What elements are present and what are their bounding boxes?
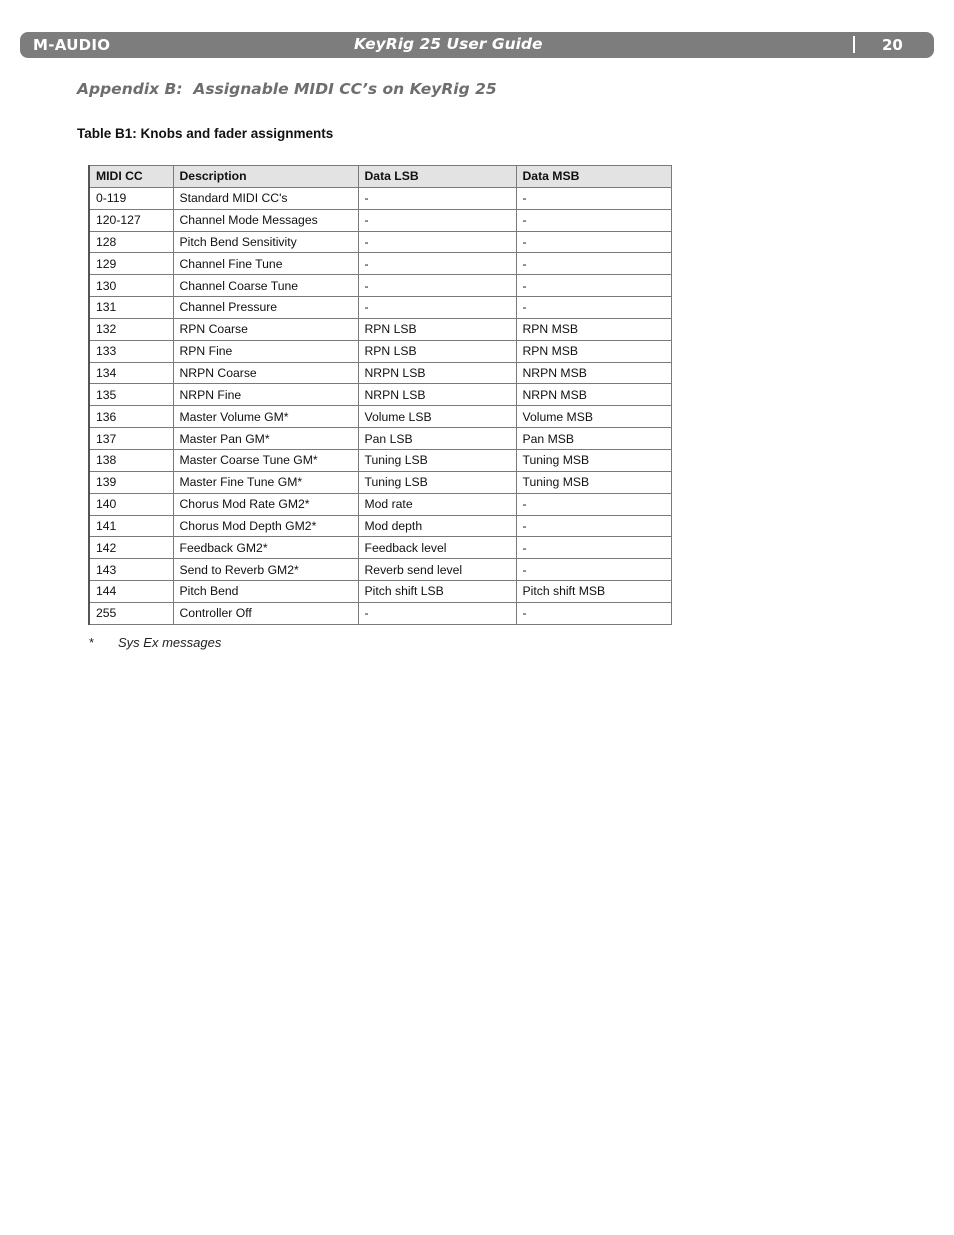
cell-description: NRPN Fine <box>173 384 358 406</box>
cell-data-msb: Pitch shift MSB <box>516 581 671 603</box>
cell-data-msb: - <box>516 275 671 297</box>
cell-data-msb: Volume MSB <box>516 406 671 428</box>
cell-midi-cc: 130 <box>89 275 173 297</box>
cell-description: Chorus Mod Rate GM2* <box>173 493 358 515</box>
cell-description: Chorus Mod Depth GM2* <box>173 515 358 537</box>
table-row <box>89 384 671 406</box>
cell-description: RPN Fine <box>173 340 358 362</box>
cell-data-lsb: RPN LSB <box>358 318 516 340</box>
cell-description: Master Pan GM* <box>173 428 358 450</box>
cell-data-msb: RPN MSB <box>516 318 671 340</box>
cell-midi-cc: 136 <box>89 406 173 428</box>
cell-data-lsb: - <box>358 209 516 231</box>
cell-data-lsb: - <box>358 602 516 624</box>
cell-midi-cc: 133 <box>89 340 173 362</box>
cell-data-msb: - <box>516 209 671 231</box>
column-header-midi-cc: MIDI CC <box>89 166 173 188</box>
cell-data-lsb: NRPN LSB <box>358 384 516 406</box>
table-row <box>89 602 671 624</box>
cell-data-lsb: Volume LSB <box>358 406 516 428</box>
cell-midi-cc: 137 <box>89 428 173 450</box>
cell-midi-cc: 135 <box>89 384 173 406</box>
cell-data-msb: - <box>516 253 671 275</box>
table-row <box>89 318 671 340</box>
cell-data-msb: - <box>516 297 671 319</box>
cell-midi-cc: 138 <box>89 449 173 471</box>
table-row <box>89 275 671 297</box>
table-row <box>89 340 671 362</box>
cell-description: Channel Fine Tune <box>173 253 358 275</box>
cell-midi-cc: 143 <box>89 559 173 581</box>
cell-data-msb: Tuning MSB <box>516 471 671 493</box>
cell-description: Channel Mode Messages <box>173 209 358 231</box>
cell-data-msb: Tuning MSB <box>516 449 671 471</box>
cell-data-lsb: Feedback level <box>358 537 516 559</box>
cell-description: Master Fine Tune GM* <box>173 471 358 493</box>
section-title: Appendix B: Assignable MIDI CC’s on KeyRig 25 <box>77 80 497 98</box>
cell-data-msb: - <box>516 602 671 624</box>
cell-data-lsb: RPN LSB <box>358 340 516 362</box>
cell-data-lsb: - <box>358 231 516 253</box>
page-header-bar <box>20 32 934 58</box>
cell-midi-cc: 255 <box>89 602 173 624</box>
cell-description: Channel Coarse Tune <box>173 275 358 297</box>
table-row <box>89 537 671 559</box>
cell-midi-cc: 0-119 <box>89 187 173 209</box>
table-row <box>89 297 671 319</box>
cell-midi-cc: 144 <box>89 581 173 603</box>
header-divider <box>853 36 855 53</box>
cell-description: Pitch Bend Sensitivity <box>173 231 358 253</box>
table-body <box>89 187 671 624</box>
table-row <box>89 253 671 275</box>
cell-description: RPN Coarse <box>173 318 358 340</box>
cell-midi-cc: 128 <box>89 231 173 253</box>
cell-data-msb: - <box>516 493 671 515</box>
cell-data-lsb: Tuning LSB <box>358 471 516 493</box>
cell-data-msb: - <box>516 537 671 559</box>
table-row <box>89 187 671 209</box>
table-row <box>89 428 671 450</box>
cell-data-lsb: Pitch shift LSB <box>358 581 516 603</box>
cell-description: Send to Reverb GM2* <box>173 559 358 581</box>
table-caption: Table B1: Knobs and fader assignments <box>77 126 334 141</box>
cell-data-msb: Pan MSB <box>516 428 671 450</box>
cell-description: Feedback GM2* <box>173 537 358 559</box>
cell-midi-cc: 132 <box>89 318 173 340</box>
cell-description: Controller Off <box>173 602 358 624</box>
cell-description: NRPN Coarse <box>173 362 358 384</box>
table-row <box>89 493 671 515</box>
table-header-row <box>89 166 671 188</box>
cell-data-msb: RPN MSB <box>516 340 671 362</box>
cell-midi-cc: 140 <box>89 493 173 515</box>
cell-midi-cc: 129 <box>89 253 173 275</box>
cell-data-msb: - <box>516 187 671 209</box>
table-row <box>89 581 671 603</box>
table-row <box>89 449 671 471</box>
table-row <box>89 209 671 231</box>
cell-description: Pitch Bend <box>173 581 358 603</box>
cell-midi-cc: 139 <box>89 471 173 493</box>
cell-midi-cc: 120-127 <box>89 209 173 231</box>
table-row <box>89 362 671 384</box>
cell-midi-cc: 142 <box>89 537 173 559</box>
column-header-description: Description <box>173 166 358 188</box>
table-row <box>89 406 671 428</box>
column-header-data-lsb: Data LSB <box>358 166 516 188</box>
cell-description: Master Volume GM* <box>173 406 358 428</box>
cell-midi-cc: 131 <box>89 297 173 319</box>
cell-data-msb: - <box>516 231 671 253</box>
brand-logo-text: M-AUDIO <box>33 36 111 54</box>
cell-data-lsb: Mod rate <box>358 493 516 515</box>
guide-title: KeyRig 25 User Guide <box>354 35 543 53</box>
cell-data-lsb: - <box>358 253 516 275</box>
cell-midi-cc: 141 <box>89 515 173 537</box>
footnote-mark: * <box>89 635 95 650</box>
cell-data-lsb: Pan LSB <box>358 428 516 450</box>
cell-data-lsb: - <box>358 297 516 319</box>
cell-data-msb: - <box>516 515 671 537</box>
cell-data-lsb: - <box>358 187 516 209</box>
cell-data-lsb: Tuning LSB <box>358 449 516 471</box>
cell-description: Master Coarse Tune GM* <box>173 449 358 471</box>
cell-description: Channel Pressure <box>173 297 358 319</box>
cell-data-lsb: NRPN LSB <box>358 362 516 384</box>
cell-data-lsb: Reverb send level <box>358 559 516 581</box>
column-header-data-msb: Data MSB <box>516 166 671 188</box>
table-row <box>89 471 671 493</box>
midi-cc-table <box>88 165 672 625</box>
cell-data-msb: NRPN MSB <box>516 362 671 384</box>
cell-data-lsb: Mod depth <box>358 515 516 537</box>
table-row <box>89 559 671 581</box>
page-number: 20 <box>882 36 903 54</box>
cell-data-msb: NRPN MSB <box>516 384 671 406</box>
table-header <box>89 166 671 188</box>
table-row <box>89 515 671 537</box>
cell-description: Standard MIDI CC's <box>173 187 358 209</box>
table-row <box>89 231 671 253</box>
cell-data-msb: - <box>516 559 671 581</box>
cell-midi-cc: 134 <box>89 362 173 384</box>
cell-data-lsb: - <box>358 275 516 297</box>
footnote-text: Sys Ex messages <box>118 635 222 650</box>
